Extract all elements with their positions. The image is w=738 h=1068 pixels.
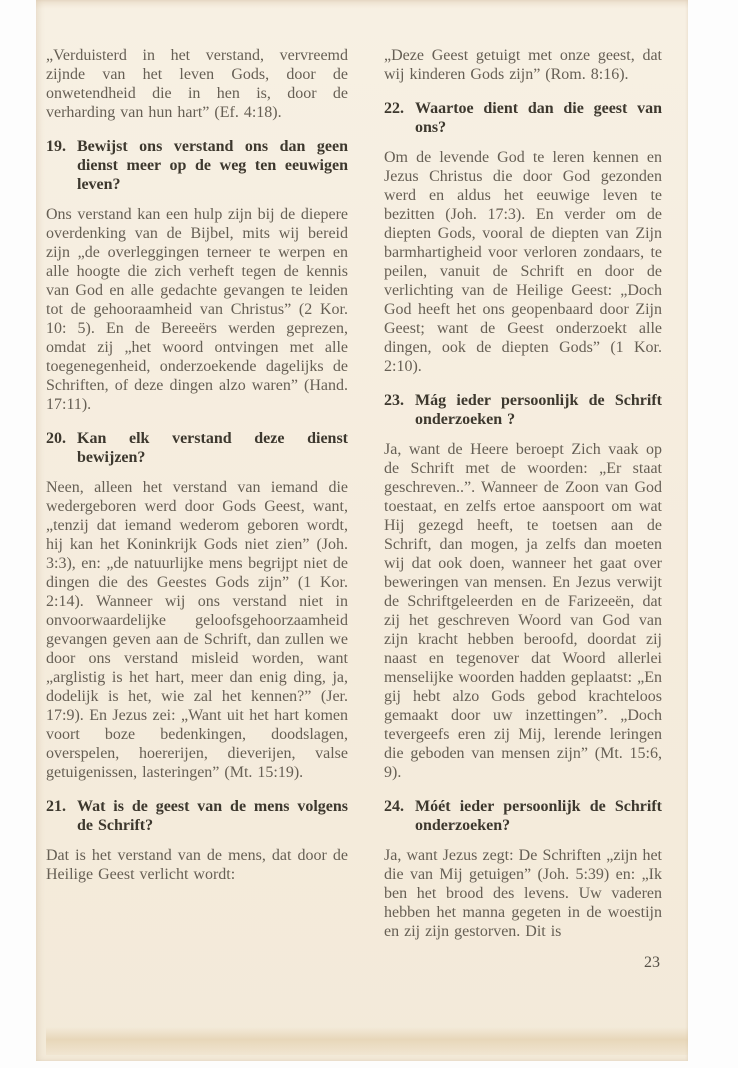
right-column: [384, 46, 662, 972]
continuation-paragraph: „Verduisterd in het verstand, vervreemd zijnde van het leven Gods, door de onwetendheid die in hen is, door de verharding van hun hart” (Ef. 4:18).: [46, 47, 348, 121]
question-number: 20.: [46, 430, 66, 447]
question-number: 24.: [384, 798, 404, 815]
question-number: 22.: [384, 100, 404, 117]
question-number: 23.: [384, 392, 404, 409]
answer-paragraph-21: Dat is het verstand van de mens, dat door de Heilige Geest verlicht wordt:: [46, 847, 348, 883]
question-21: [46, 797, 348, 835]
question-text: Waartoe dient dan die geest van ons?: [415, 100, 662, 136]
answer-paragraph-20: Neen, alleen het verstand van iemand die wedergeboren werd door Gods Geest, want, „tenzij dat iemand wederom geboren wordt, hij kan het Koninkrijk Gods niet zien” (Joh. 3:3), en: „de natuurlijke mens begrijpt niet de dingen die des Geestes Gods zijn” (1 Kor. 2:14). Wanneer wij ons verstand niet in onvoorwaardelijke geloofsgehoorzaamheid gevangen geven aan de Schrift, dan zullen we door ons verstand misleid worden, want „arglistig is het hart, meer dan enig ding, ja, dodelijk is het, wie zal het kennen?” (Jer. 17:9). En Jezus zei: „Want uit het hart komen voort boze bedenkingen, doodslagen, overspelen, hoererijen, dieverijen, valse getuigenissen, lasteringen” (Mt. 15:19).: [46, 479, 348, 781]
answer-paragraph-24: Ja, want Jezus zegt: De Schriften „zijn het die van Mij getuigen” (Joh. 5:39) en: „Ik ben het brood des levens. Uw vaderen hebben het manna gegeten in de woestijn en zij zijn gestorven. Dit is: [384, 847, 662, 940]
answer-paragraph-19: Ons verstand kan een hulp zijn bij de diepere overdenking van de Bijbel, mits wij bereid zijn „de overleggingen terneer te werpen en alle hoogte die zich verheft tegen de kennis van God en alle gedachte gevangen te leiden tot de gehooraamheid van Christus” (2 Kor. 10: 5). En de Bereeërs werden geprezen, omdat zij „het woord ontvingen met alle toegenegenheid, onderzoekende dagelijks de Schriften, of deze dingen alzo waren” (Hand. 17:11).: [46, 206, 348, 413]
question-22: [384, 99, 662, 137]
question-text: Wat is de geest van de mens volgens de Schrift?: [77, 798, 348, 834]
question-number: 21.: [46, 798, 66, 815]
question-23: [384, 391, 662, 429]
continuation-paragraph: „Deze Geest getuigt met onze geest, dat wij kinderen Gods zijn” (Rom. 8:16).: [384, 47, 662, 83]
answer-paragraph-23: Ja, want de Heere beroept Zich vaak op de Schrift met de woorden: „Er staat geschreven..”. Wanneer de Zoon van God toestaat, en zelfs ertoe aanspoort om wat Hij gezegd heeft, te toetsen aan de Schrift, dan mogen, ja zelfs dan moeten wij dat ook doen, wanneer het gaat over beweringen van mensen. En Jezus verwijt de Schriftgeleerden en de Farizeeën, dat zij het geschreven Woord van God van zijn kracht hebben beroofd, doordat zij naast en tegenover dat Woord allerlei menselijke woorden hadden geplaatst: „En gij hebt alzo Gods gebod krachteloos gemaakt door uw inzettingen”. „Doch tevergeefs eren zij Mij, lerende leringen die geboden van mensen zijn” (Mt. 15:6, 9).: [384, 441, 662, 781]
question-text: Bewijst ons verstand ons dan geen dienst meer op de weg ten eeuwigen leven?: [77, 138, 348, 193]
question-text: Móét ieder persoonlijk de Schrift onderzoeken?: [415, 798, 662, 834]
question-number: 19.: [46, 138, 66, 155]
left-column: [46, 46, 348, 972]
question-19: [46, 137, 348, 194]
two-column-layout: [36, 0, 688, 972]
page-number: 23: [644, 954, 660, 971]
question-text: Mág ieder persoonlijk de Schrift onderzoeken ?: [415, 392, 662, 428]
question-24: [384, 797, 662, 835]
question-text: Kan elk verstand deze dienst bewijzen?: [77, 430, 348, 466]
book-page: [36, 0, 688, 1061]
answer-paragraph-22: Om de levende God te leren kennen en Jezus Christus die door God gezonden werd en aldus het eeuwige leven te bezitten (Joh. 17:3). En verder om de diepten Gods, vooral de diepten van Zijn barmhartigheid voor verloren zondaars, te peilen, vanuit de Schrift en door de verlichting van de Heilige Geest: „Doch God heeft het ons geopenbaard door Zijn Geest; want de Geest onderzoekt alle dingen, ook de diepten Gods” (1 Kor. 2:10).: [384, 149, 662, 375]
question-20: [46, 429, 348, 467]
